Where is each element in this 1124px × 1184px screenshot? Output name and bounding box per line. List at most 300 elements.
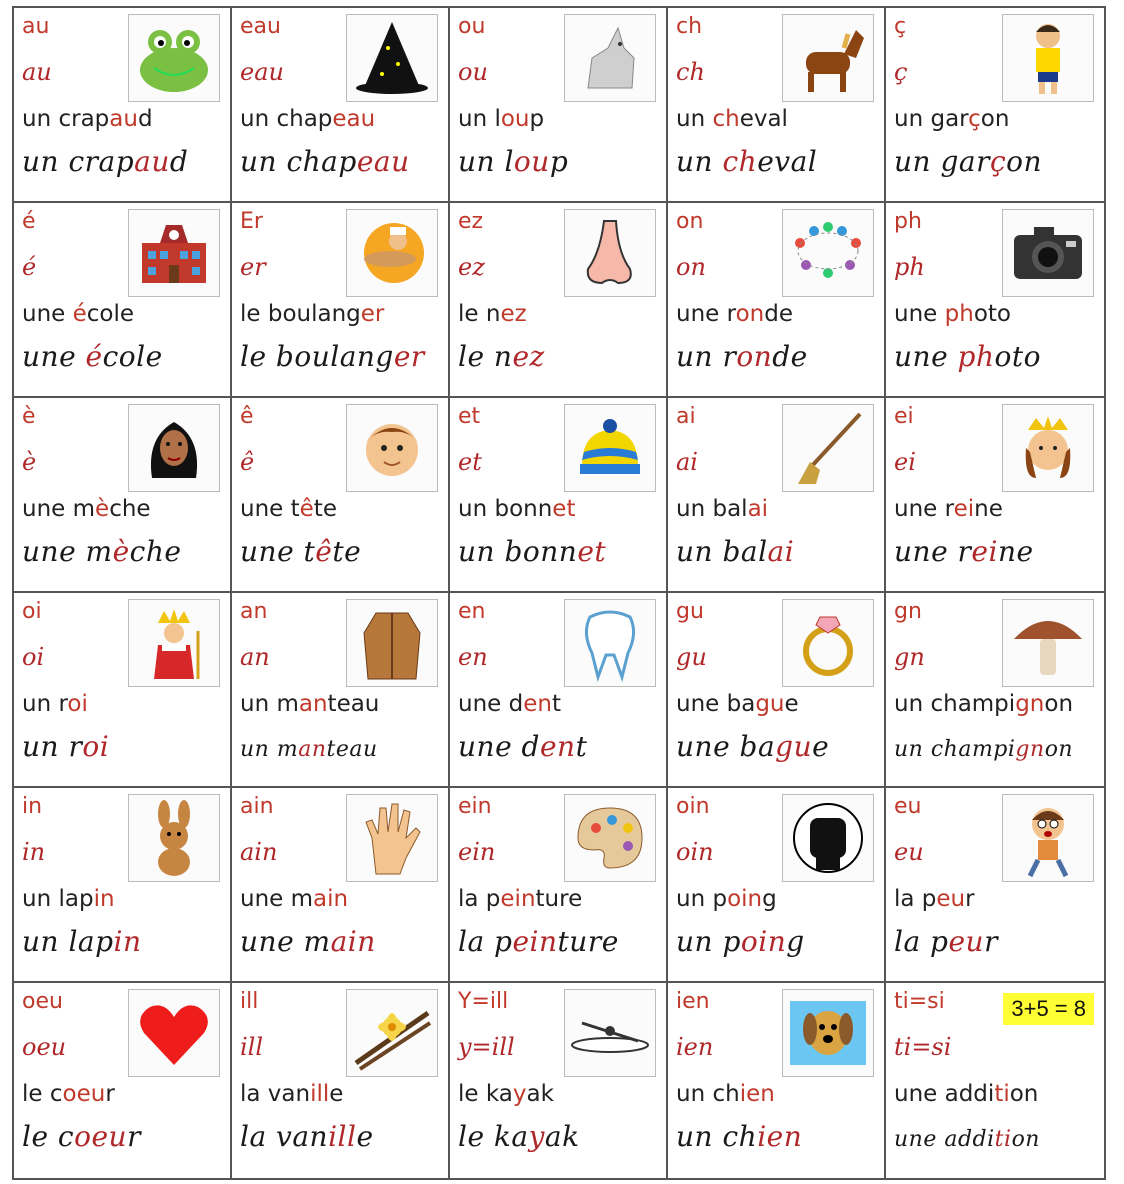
cursive-highlight: en	[539, 730, 576, 763]
sound-label: ai	[676, 404, 696, 429]
word-segment: teau	[327, 691, 380, 717]
word-highlight: ien	[739, 1081, 775, 1107]
sound-label: ain	[240, 794, 274, 819]
frog-icon	[128, 14, 220, 102]
tooth-icon	[564, 599, 656, 687]
sound-cursive-label: ain	[240, 838, 278, 866]
sound-card	[668, 203, 886, 398]
cursive-segment: un l	[458, 145, 514, 178]
cursive-segment: on	[1044, 737, 1074, 762]
word-highlight: ez	[500, 301, 527, 327]
sound-label: ç	[894, 14, 907, 39]
cursive-highlight: ill	[328, 1120, 357, 1153]
boy-face-icon	[346, 404, 438, 492]
sound-label: et	[458, 404, 481, 429]
sound-label: è	[22, 404, 36, 429]
sound-label: Y=ill	[458, 989, 509, 1014]
sound-card	[14, 983, 232, 1178]
cursive-segment: e	[812, 730, 830, 763]
sound-card	[886, 8, 1104, 203]
scared-boy-icon	[1002, 794, 1094, 882]
word-segment: cole	[86, 301, 135, 327]
sound-label: ti=si	[894, 989, 945, 1014]
sound-card	[232, 593, 450, 788]
sound-cursive-label: ei	[894, 448, 916, 476]
example-word-cursive	[22, 145, 189, 178]
cursive-segment: le c	[22, 1120, 75, 1153]
example-word	[458, 693, 561, 716]
word-segment: eval	[739, 106, 788, 132]
sound-cursive-label: oeu	[22, 1033, 67, 1061]
cursive-segment: cole	[102, 340, 163, 373]
baker-icon	[346, 209, 438, 297]
word-segment: p	[529, 106, 545, 132]
example-word-cursive	[458, 145, 569, 178]
example-word-cursive	[458, 340, 545, 373]
sound-card	[232, 398, 450, 593]
word-segment: le ka	[458, 1081, 513, 1107]
word-segment: che	[109, 496, 151, 522]
broom-icon	[782, 404, 874, 492]
sound-cursive-label: gn	[894, 643, 925, 671]
cursive-highlight: ein	[512, 925, 558, 958]
example-word-cursive	[22, 730, 110, 763]
sound-cursive-label: ê	[240, 448, 255, 476]
cursive-segment: de	[772, 340, 808, 373]
word-segment: la p	[894, 886, 937, 912]
word-segment: le c	[22, 1081, 63, 1107]
example-word	[676, 108, 788, 131]
sound-cursive-label: ç	[894, 58, 908, 86]
sound-label: oeu	[22, 989, 63, 1014]
sound-cursive-label: eau	[240, 58, 284, 86]
word-highlight: in	[93, 886, 115, 912]
word-segment: une	[22, 301, 73, 327]
sound-label: in	[22, 794, 43, 819]
sound-card	[450, 983, 668, 1178]
sound-cursive-label: in	[22, 838, 46, 866]
example-word	[458, 888, 582, 911]
camera-icon	[1002, 209, 1094, 297]
word-segment: une r	[894, 496, 954, 522]
word-highlight: é	[72, 301, 87, 327]
word-segment: un	[676, 106, 713, 132]
word-highlight: et	[552, 496, 576, 522]
vanilla-icon	[346, 989, 438, 1077]
cursive-highlight: eu	[948, 925, 985, 958]
cursive-segment: ne	[997, 535, 1034, 568]
cursive-segment: r	[984, 925, 998, 958]
cursive-segment: g	[786, 925, 805, 958]
sound-label: ê	[240, 404, 254, 429]
sound-card	[232, 8, 450, 203]
sound-label: au	[22, 14, 50, 39]
word-segment: oto	[973, 301, 1011, 327]
sound-cursive-label: ou	[458, 58, 488, 86]
sound-card	[668, 398, 886, 593]
example-word-cursive	[22, 1120, 141, 1153]
word-segment: on	[980, 106, 1010, 132]
example-word-cursive	[894, 340, 1041, 373]
ring-icon	[782, 599, 874, 687]
cursive-highlight: au	[134, 145, 170, 178]
cursive-segment: une r	[894, 535, 972, 568]
word-highlight: è	[95, 496, 110, 522]
word-highlight: oeu	[62, 1081, 106, 1107]
example-word	[458, 108, 544, 131]
sound-card	[14, 398, 232, 593]
example-word	[240, 888, 348, 911]
word-highlight: ein	[500, 886, 536, 912]
example-word-cursive	[676, 535, 795, 568]
word-highlight: ou	[500, 106, 530, 132]
word-segment: r	[105, 1081, 115, 1107]
example-word-cursive	[894, 535, 1034, 568]
example-word-cursive	[22, 340, 163, 373]
sound-cursive-label: er	[240, 253, 266, 281]
word-segment: un ch	[676, 1081, 740, 1107]
example-word-cursive	[458, 730, 588, 763]
example-word-cursive	[894, 1129, 1040, 1151]
example-word	[894, 888, 975, 911]
addition-badge: 3+5 = 8	[1003, 993, 1094, 1025]
sound-card	[14, 8, 232, 203]
sound-label: ph	[894, 209, 922, 234]
example-word	[22, 108, 153, 131]
cursive-segment: une m	[240, 925, 331, 958]
cursive-highlight: ain	[330, 925, 376, 958]
cursive-segment: che	[129, 535, 182, 568]
sound-cursive-label: ien	[676, 1033, 714, 1061]
sound-cursive-label: on	[676, 253, 706, 281]
sound-label: gu	[676, 599, 704, 624]
cursive-highlight: é	[85, 340, 103, 373]
example-word-cursive	[676, 925, 805, 958]
sound-card	[450, 593, 668, 788]
cursive-segment: un crap	[22, 145, 135, 178]
example-word	[894, 498, 1003, 521]
cursive-highlight: oeu	[74, 1120, 128, 1153]
sound-card	[668, 593, 886, 788]
word-segment: un bonn	[458, 496, 553, 522]
coat-icon	[346, 599, 438, 687]
cursive-segment: un m	[240, 737, 299, 762]
word-highlight: ti	[994, 1081, 1010, 1107]
heart-icon	[128, 989, 220, 1077]
example-word	[240, 108, 375, 131]
cursive-segment: un champi	[894, 737, 1016, 762]
sound-cursive-label: oin	[676, 838, 714, 866]
hand-icon	[346, 794, 438, 882]
sound-cursive-label: ez	[458, 253, 485, 281]
sound-card	[232, 203, 450, 398]
example-word-cursive	[894, 145, 1043, 178]
girl-hair-icon	[128, 404, 220, 492]
example-word	[240, 498, 337, 521]
cursive-segment: eval	[757, 145, 818, 178]
word-segment: un r	[22, 691, 68, 717]
example-word	[458, 498, 575, 521]
sound-card	[886, 593, 1104, 788]
sound-label: eu	[894, 794, 922, 819]
example-word-cursive	[676, 1120, 803, 1153]
word-segment: une ba	[676, 691, 756, 717]
word-highlight: ei	[953, 496, 975, 522]
cursive-segment: une m	[22, 535, 113, 568]
word-highlight: en	[523, 691, 552, 717]
sound-card	[886, 983, 1104, 1178]
sound-card	[450, 8, 668, 203]
cursive-segment: le boulang	[240, 340, 394, 373]
example-word	[458, 1083, 554, 1106]
cursive-highlight: in	[113, 925, 142, 958]
sound-label: oi	[22, 599, 42, 624]
example-word	[676, 498, 768, 521]
word-highlight: on	[735, 301, 765, 327]
sound-label: gn	[894, 599, 922, 624]
sound-card	[232, 788, 450, 983]
cursive-highlight: gn	[1015, 737, 1045, 762]
cursive-segment: on	[1006, 145, 1043, 178]
rabbit-icon	[128, 794, 220, 882]
sound-cursive-label: en	[458, 643, 488, 671]
cursive-segment: r	[127, 1120, 141, 1153]
cursive-segment: te	[332, 535, 362, 568]
cursive-highlight: ou	[513, 145, 550, 178]
sound-label: en	[458, 599, 486, 624]
word-segment: de	[764, 301, 793, 327]
word-highlight: ill	[310, 1081, 330, 1107]
sound-label: on	[676, 209, 704, 234]
word-segment: on	[1009, 1081, 1039, 1107]
example-word-cursive	[894, 739, 1073, 761]
cursive-highlight: ph	[957, 340, 995, 373]
word-highlight: oi	[67, 691, 88, 717]
sound-card	[886, 398, 1104, 593]
example-word-cursive	[676, 145, 818, 178]
sound-cursive-label: ai	[676, 448, 698, 476]
example-word-cursive	[240, 1120, 374, 1153]
sound-cursive-label: ill	[240, 1033, 264, 1061]
cursive-highlight: y	[528, 1120, 545, 1153]
cursive-segment: p	[549, 145, 569, 178]
sound-cursive-label: au	[22, 58, 52, 86]
word-segment: ak	[526, 1081, 554, 1107]
word-highlight: gu	[755, 691, 785, 717]
example-word-cursive	[458, 1120, 580, 1153]
example-word	[22, 498, 151, 521]
cursive-segment: une t	[240, 535, 316, 568]
sound-card	[668, 983, 886, 1178]
cursive-segment: un p	[676, 925, 741, 958]
sound-label: an	[240, 599, 268, 624]
example-word-cursive	[458, 925, 619, 958]
cursive-highlight: gu	[775, 730, 813, 763]
sound-card	[668, 8, 886, 203]
sound-cursive-label: oi	[22, 643, 45, 671]
cursive-segment: un chap	[240, 145, 357, 178]
sound-label: ein	[458, 794, 492, 819]
example-word	[458, 303, 527, 326]
cursive-segment: une	[894, 340, 958, 373]
word-segment: la p	[458, 886, 501, 912]
sound-card	[450, 788, 668, 983]
example-word-cursive	[894, 925, 998, 958]
example-word-cursive	[240, 925, 376, 958]
word-highlight: ain	[313, 886, 349, 912]
example-word	[240, 1083, 343, 1106]
example-word	[676, 693, 799, 716]
cursive-highlight: oin	[740, 925, 787, 958]
sound-label: Er	[240, 209, 263, 234]
cursive-segment: teau	[326, 737, 378, 762]
cursive-highlight: et	[577, 535, 607, 568]
dog-icon	[782, 989, 874, 1077]
cursive-highlight: ti	[994, 1127, 1012, 1152]
word-segment: le n	[458, 301, 501, 327]
word-segment: une addi	[894, 1081, 995, 1107]
word-segment: un p	[676, 886, 728, 912]
cursive-segment: la p	[458, 925, 513, 958]
example-word	[894, 693, 1073, 716]
cursive-segment: oto	[994, 340, 1041, 373]
word-segment: le boulang	[240, 301, 361, 327]
word-segment: r	[965, 886, 975, 912]
word-segment: un crap	[22, 106, 110, 132]
sound-cursive-label: gu	[676, 643, 707, 671]
sound-card	[14, 203, 232, 398]
sound-card	[886, 788, 1104, 983]
word-segment: une	[894, 301, 945, 327]
example-word	[676, 1083, 775, 1106]
example-word	[894, 108, 1009, 131]
cursive-segment: un lap	[22, 925, 114, 958]
word-segment: un chap	[240, 106, 333, 132]
cursive-segment: ture	[557, 925, 619, 958]
word-segment: un lap	[22, 886, 94, 912]
horse-icon	[782, 14, 874, 102]
example-word	[676, 303, 793, 326]
palette-icon	[564, 794, 656, 882]
word-highlight: ph	[944, 301, 974, 327]
cursive-highlight: ai	[767, 535, 795, 568]
word-segment: un m	[240, 691, 299, 717]
word-segment: une d	[458, 691, 524, 717]
word-highlight: gn	[1015, 691, 1045, 717]
word-segment: ne	[974, 496, 1003, 522]
example-word	[240, 693, 379, 716]
word-segment: une m	[22, 496, 96, 522]
word-segment: e	[784, 691, 799, 717]
cursive-highlight: er	[393, 340, 425, 373]
sound-cursive-label: è	[22, 448, 37, 476]
word-highlight: ê	[299, 496, 314, 522]
word-segment: un bal	[676, 496, 748, 522]
fist-icon	[782, 794, 874, 882]
word-segment: une m	[240, 886, 314, 912]
cursive-highlight: an	[298, 737, 327, 762]
example-word-cursive	[458, 535, 607, 568]
example-word-cursive	[22, 535, 182, 568]
king-icon	[128, 599, 220, 687]
cursive-highlight: ien	[757, 1120, 803, 1153]
cursive-segment: un	[676, 145, 723, 178]
mushroom-icon	[1002, 599, 1094, 687]
sound-card	[232, 983, 450, 1178]
sound-cursive-label: ch	[676, 58, 705, 86]
school-icon	[128, 209, 220, 297]
sound-card	[14, 593, 232, 788]
cursive-segment: la p	[894, 925, 949, 958]
sound-cursive-label: an	[240, 643, 270, 671]
cursive-segment: un r	[676, 340, 737, 373]
cursive-highlight: eau	[356, 145, 410, 178]
cursive-segment: e	[356, 1120, 374, 1153]
example-word	[240, 303, 384, 326]
example-word-cursive	[22, 925, 142, 958]
example-word-cursive	[240, 535, 362, 568]
word-segment: on	[1044, 691, 1074, 717]
wizard-hat-icon	[346, 14, 438, 102]
example-word	[22, 888, 115, 911]
cursive-segment: une ba	[676, 730, 776, 763]
word-segment: la van	[240, 1081, 311, 1107]
cursive-highlight: ez	[512, 340, 545, 373]
sound-card	[450, 398, 668, 593]
cursive-segment: ak	[544, 1120, 580, 1153]
queen-icon	[1002, 404, 1094, 492]
word-segment: t	[551, 691, 561, 717]
sound-label: ou	[458, 14, 486, 39]
word-segment: ture	[535, 886, 583, 912]
word-highlight: ai	[747, 496, 769, 522]
cursive-segment: un ch	[676, 1120, 758, 1153]
wolf-icon	[564, 14, 656, 102]
word-highlight: ç	[968, 106, 981, 132]
cursive-segment: on	[1011, 1127, 1040, 1152]
cursive-highlight: ê	[315, 535, 333, 568]
sound-cursive-label: ph	[894, 253, 925, 281]
cursive-segment: un bonn	[458, 535, 578, 568]
cursive-segment: un r	[22, 730, 83, 763]
example-word	[894, 303, 1011, 326]
sound-cursive-label: eu	[894, 838, 924, 866]
cursive-highlight: ei	[971, 535, 998, 568]
word-highlight: eau	[332, 106, 376, 132]
word-segment: une t	[240, 496, 300, 522]
word-segment: un champi	[894, 691, 1016, 717]
word-segment: un l	[458, 106, 501, 132]
word-highlight: ch	[712, 106, 740, 132]
kayak-icon	[564, 989, 656, 1077]
sound-card	[886, 203, 1104, 398]
cursive-segment: la van	[240, 1120, 329, 1153]
example-word-cursive	[240, 739, 378, 761]
sound-cursive-label: y=ill	[458, 1033, 515, 1061]
sound-label: oin	[676, 794, 710, 819]
word-segment: e	[329, 1081, 344, 1107]
cursive-segment: d	[169, 145, 189, 178]
example-word-cursive	[676, 730, 830, 763]
word-segment: d	[137, 106, 153, 132]
word-highlight: eu	[936, 886, 966, 912]
cursive-segment: un bal	[676, 535, 768, 568]
sound-label: ill	[240, 989, 259, 1014]
sound-label: é	[22, 209, 36, 234]
sound-label: eau	[240, 14, 281, 39]
cursive-highlight: ch	[722, 145, 758, 178]
example-word	[22, 1083, 115, 1106]
